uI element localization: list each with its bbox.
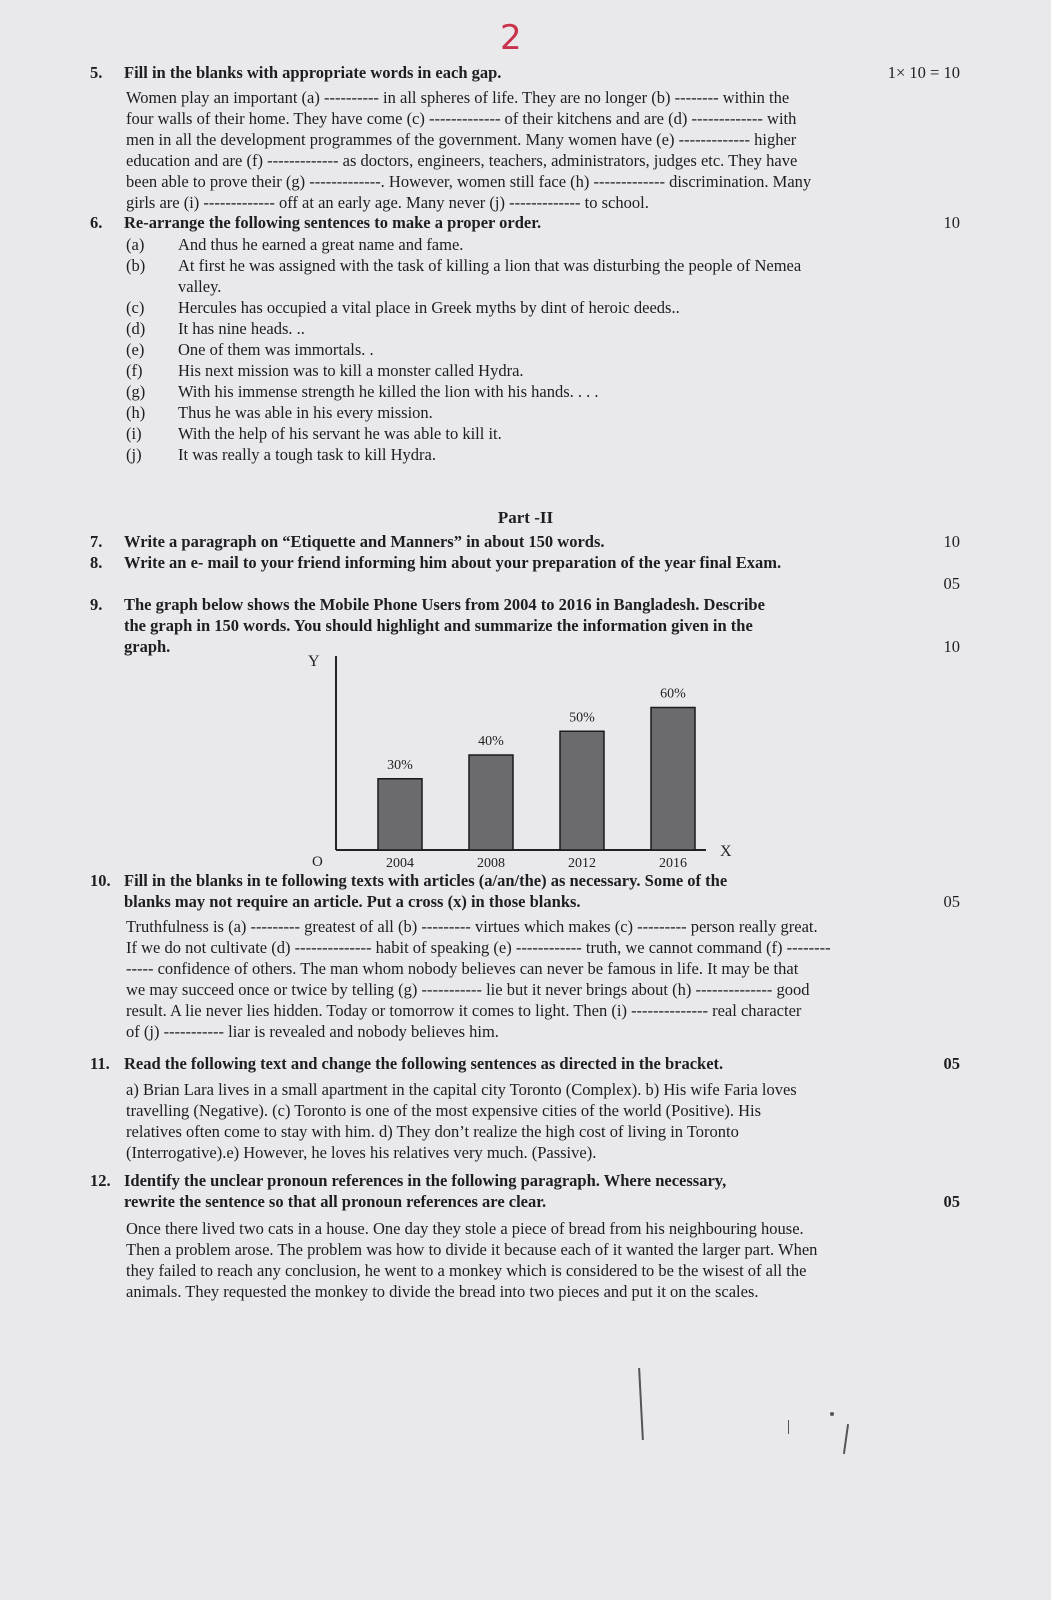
question-12-title — [124, 1170, 960, 1212]
item-text: It was really a tough task to kill Hydra. — [178, 445, 436, 464]
item-label: (b) — [126, 256, 146, 275]
title-line: the graph in 150 words. You should highlight and summarize the information given in the — [124, 616, 753, 635]
question-5 — [90, 62, 960, 213]
bar — [469, 755, 513, 850]
question-10-title — [124, 870, 960, 912]
question-6-marks: 10 — [943, 213, 960, 232]
item-label: (e) — [126, 340, 145, 359]
item-text: With his immense strength he killed the lion with his hands. . . . — [178, 382, 599, 401]
question-8 — [90, 552, 960, 594]
item-label: (j) — [126, 445, 142, 464]
question-6 — [90, 212, 960, 465]
text-line: ----- confidence of others. The man whom nobody believes can never be famous in life. It may be that — [126, 959, 799, 978]
question-11-marks: 05 — [943, 1054, 960, 1073]
question-8-number: 8. — [90, 553, 103, 572]
item-text: Thus he was able in his every mission. — [178, 403, 433, 422]
question-12-body — [126, 1218, 960, 1302]
text-line: Once there lived two cats in a house. One day they stole a piece of bread from his neighbouring house. — [126, 1219, 804, 1238]
question-6-title: Re-arrange the following sentences to make a proper order. — [124, 213, 542, 232]
question-7-title: Write a paragraph on “Etiquette and Manners” in about 150 words. — [124, 532, 605, 551]
question-10-number: 10. — [90, 871, 111, 890]
origin-label: O — [312, 854, 323, 870]
text-line: relatives often come to stay with him. d) They don’t realize the high cost of living in Toronto — [126, 1122, 739, 1141]
bar-data-label: 30% — [387, 757, 413, 773]
question-12-header — [90, 1170, 960, 1212]
item-text: Hercules has occupied a vital place in Greek myths by dint of heroic deeds.. — [178, 298, 680, 317]
text-line: men in all the development programmes of the government. Many women have (e) ------------- higher — [126, 130, 797, 149]
list-item — [126, 423, 960, 444]
part-heading: Part -II — [497, 508, 554, 527]
text-line: been able to prove their (g) -------------. However, women still face (h) ------------- discrimination. Many — [126, 172, 812, 191]
question-11-body — [126, 1079, 960, 1163]
question-5-title: Fill in the blanks with appropriate words in each gap. — [124, 63, 502, 82]
mobile-users-bar-chart — [300, 650, 760, 870]
question-6-header — [90, 212, 960, 233]
question-10-body — [126, 916, 960, 1042]
x-axis-label: X — [720, 843, 732, 860]
item-label: (g) — [126, 382, 146, 401]
text-line: Then a problem arose. The problem was how to divide it because each of it wanted the larger part. When — [126, 1240, 818, 1259]
x-tick-label: 2008 — [477, 856, 505, 870]
list-item — [126, 255, 960, 276]
pencil-dot — [830, 1412, 834, 1416]
item-text: It has nine heads. .. — [178, 319, 305, 338]
text-line: travelling (Negative). (c) Toronto is one of the most expensive cities of the world (Positive). His — [126, 1101, 762, 1120]
question-8-marks: 05 — [943, 574, 960, 593]
item-label: (h) — [126, 403, 146, 422]
item-text: And thus he earned a great name and fame. — [178, 235, 464, 254]
list-item — [126, 444, 960, 465]
x-tick-label: 2012 — [568, 856, 596, 870]
text-line: Women play an important (a) ---------- in all spheres of life. They are no longer (b) -------- within the — [126, 88, 790, 107]
bar-data-label: 60% — [660, 686, 686, 702]
title-line: Fill in the blanks in te following texts with articles (a/an/the) as necessary. Some of the — [124, 871, 728, 890]
list-item — [126, 381, 960, 402]
question-12-marks: 05 — [943, 1192, 960, 1211]
question-5-header — [90, 62, 960, 83]
text-line: four walls of their home. They have come (c) ------------- of their kitchens and are (d) ------------- with — [126, 109, 797, 128]
question-6-number: 6. — [90, 213, 103, 232]
list-item — [126, 318, 960, 339]
bar — [560, 731, 604, 850]
question-8-header — [90, 552, 960, 573]
question-6-items — [90, 234, 960, 465]
bar — [378, 779, 422, 850]
item-label: (a) — [126, 235, 145, 254]
title-line: graph. — [124, 637, 171, 656]
text-line: animals. They requested the monkey to divide the bread into two pieces and put it on the scales. — [126, 1282, 759, 1301]
item-label: (c) — [126, 298, 145, 317]
list-item — [126, 360, 960, 381]
question-12 — [90, 1170, 960, 1302]
question-9-number: 9. — [90, 595, 103, 614]
list-item — [126, 297, 960, 318]
question-11 — [90, 1053, 960, 1163]
list-item — [126, 402, 960, 423]
item-label: (d) — [126, 319, 146, 338]
question-10-marks: 05 — [943, 892, 960, 911]
question-7-header — [90, 531, 960, 552]
y-axis-label: Y — [308, 653, 320, 670]
item-text: With the help of his servant he was able to kill it. — [178, 424, 502, 443]
pencil-stroke — [788, 1420, 789, 1434]
text-line: they failed to reach any conclusion, he went to a monkey which is considered to be the wisest of all the — [126, 1261, 807, 1280]
question-8-title: Write an e- mail to your friend informing him about your preparation of the year final Exam. — [124, 553, 782, 572]
question-9-title — [124, 594, 960, 657]
question-9-marks: 10 — [943, 637, 960, 656]
x-tick-label: 2004 — [386, 856, 414, 870]
question-5-number: 5. — [90, 63, 103, 82]
bar-data-label: 40% — [478, 734, 504, 749]
bar-data-label: 50% — [569, 710, 595, 726]
text-line: of (j) ----------- liar is revealed and nobody believes him. — [126, 1022, 499, 1041]
item-label — [126, 276, 178, 297]
question-9 — [90, 594, 960, 657]
list-item — [126, 234, 960, 255]
title-line: The graph below shows the Mobile Phone Users from 2004 to 2016 in Bangladesh. Describe — [124, 595, 765, 614]
handwritten-page-number: 2 — [500, 18, 522, 58]
item-text: valley. — [178, 277, 222, 296]
item-label: (i) — [126, 424, 142, 443]
question-11-title: Read the following text and change the following sentences as directed in the bracket. — [124, 1054, 724, 1073]
title-line: Identify the unclear pronoun references in the following paragraph. Where necessary, — [124, 1171, 727, 1190]
x-tick-label: 2016 — [659, 856, 687, 870]
item-text: His next mission was to kill a monster called Hydra. — [178, 361, 524, 380]
question-5-body — [126, 87, 960, 213]
item-label: (f) — [126, 361, 143, 380]
question-10-header — [90, 870, 960, 912]
title-line: rewrite the sentence so that all pronoun references are clear. — [124, 1192, 547, 1211]
question-5-marks: 1× 10 = 10 — [887, 63, 960, 82]
text-line: we may succeed once or twice by telling (g) ----------- lie but it never brings about (h) -------------- good — [126, 980, 810, 999]
text-line: girls are (i) ------------- off at an early age. Many never (j) ------------- to school. — [126, 193, 649, 212]
title-line: blanks may not require an article. Put a cross (x) in those blanks. — [124, 892, 581, 911]
question-11-number: 11. — [90, 1054, 110, 1073]
text-line: If we do not cultivate (d) -------------- habit of speaking (e) ------------ truth, we cannot command (f) -------- — [126, 938, 831, 957]
text-line: a) Brian Lara lives in a small apartment in the capital city Toronto (Complex). b) His wife Faria loves — [126, 1080, 797, 1099]
question-7-marks: 10 — [943, 532, 960, 551]
text-line: education and are (f) ------------- as doctors, engineers, teachers, administrators, judges etc. They have — [126, 151, 798, 170]
bar — [651, 708, 695, 851]
list-item — [126, 339, 960, 360]
item-text: One of them was immortals. . — [178, 340, 374, 359]
list-item — [126, 276, 960, 297]
question-9-header — [90, 594, 960, 657]
question-7-number: 7. — [90, 532, 103, 551]
text-line: (Interrogative).e) However, he loves his relatives very much. (Passive). — [126, 1143, 597, 1162]
pencil-stroke — [843, 1424, 849, 1454]
question-10 — [90, 870, 960, 1042]
text-line: Truthfulness is (a) --------- greatest of all (b) --------- virtues which makes (c) --------- person really great. — [126, 917, 818, 936]
text-line: result. A lie never lies hidden. Today or tomorrow it comes to light. Then (i) -------------- real character — [126, 1001, 802, 1020]
question-12-number: 12. — [90, 1171, 111, 1190]
item-text: At first he was assigned with the task of killing a lion that was disturbing the people of Nemea — [178, 256, 802, 275]
question-11-header — [90, 1053, 960, 1074]
question-7 — [90, 531, 960, 552]
pencil-stroke — [638, 1368, 644, 1440]
